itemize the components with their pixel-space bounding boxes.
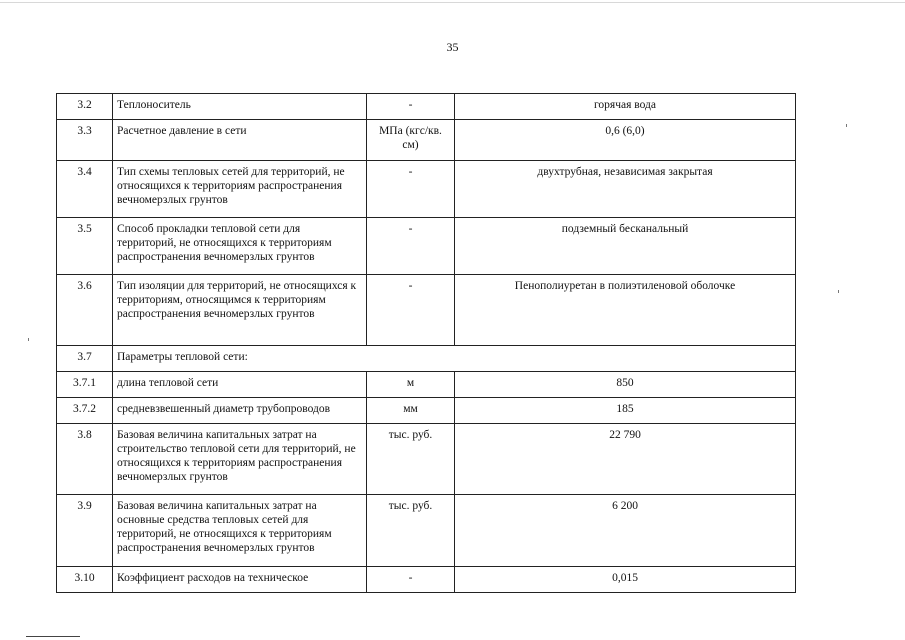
row-number: 3.7 — [57, 346, 113, 372]
row-number: 3.7.1 — [57, 372, 113, 398]
row-name: Коэффициент расходов на техническое — [113, 567, 367, 593]
row-name: Способ прокладки тепловой сети для территорий, не относящихся к территориям распространения вечномерзлых грунтов — [113, 218, 367, 275]
row-unit: м — [367, 372, 455, 398]
row-value: 6 200 — [455, 495, 796, 567]
row-unit: - — [367, 161, 455, 218]
table-row — [57, 424, 796, 495]
row-value: подземный бесканальный — [455, 218, 796, 275]
row-value: 185 — [455, 398, 796, 424]
page-number: 35 — [446, 40, 459, 54]
row-unit: мм — [367, 398, 455, 424]
table-row — [57, 567, 796, 593]
scan-bottom-mark — [26, 636, 80, 637]
row-unit: - — [367, 218, 455, 275]
row-section-title: Параметры тепловой сети: — [113, 346, 796, 372]
row-number: 3.10 — [57, 567, 113, 593]
row-name: длина тепловой сети — [113, 372, 367, 398]
table-row — [57, 94, 796, 120]
table-row — [57, 372, 796, 398]
row-name: Тип схемы тепловых сетей для территорий, не относящихся к территориям распространения вечномерзлых грунтов — [113, 161, 367, 218]
row-value: 850 — [455, 372, 796, 398]
table-row — [57, 218, 796, 275]
row-name: Базовая величина капитальных затрат на основные средства тепловых сетей для территорий, не относящихся к территориям распространения вечномерзлых грунтов — [113, 495, 367, 567]
table-row — [57, 398, 796, 424]
row-number: 3.3 — [57, 120, 113, 161]
row-name: средневзвешенный диаметр трубопроводов — [113, 398, 367, 424]
scan-speck — [838, 290, 839, 293]
parameters-table — [56, 93, 796, 593]
row-name: Тип изоляции для территорий, не относящихся к территориям, относящимся к территориям распространения вечномерзлых грунтов — [113, 275, 367, 346]
row-number: 3.6 — [57, 275, 113, 346]
row-unit: - — [367, 275, 455, 346]
scan-speck — [846, 124, 847, 127]
row-number: 3.9 — [57, 495, 113, 567]
row-value: 0,6 (6,0) — [455, 120, 796, 161]
table-row — [57, 346, 796, 372]
row-name: Базовая величина капитальных затрат на строительство тепловой сети для территорий, не относящихся к территориям распространения вечномерзлых грунтов — [113, 424, 367, 495]
table-row — [57, 495, 796, 567]
row-value: двухтрубная, независимая закрытая — [455, 161, 796, 218]
row-unit: тыс. руб. — [367, 424, 455, 495]
row-name: Расчетное давление в сети — [113, 120, 367, 161]
row-value: 0,015 — [455, 567, 796, 593]
table-row — [57, 120, 796, 161]
row-value: горячая вода — [455, 94, 796, 120]
row-number: 3.4 — [57, 161, 113, 218]
row-number: 3.5 — [57, 218, 113, 275]
row-value: Пенополиуретан в полиэтиленовой оболочке — [455, 275, 796, 346]
row-number: 3.7.2 — [57, 398, 113, 424]
row-unit: - — [367, 567, 455, 593]
row-number: 3.8 — [57, 424, 113, 495]
scan-top-edge — [0, 2, 905, 3]
row-unit: тыс. руб. — [367, 495, 455, 567]
row-unit: - — [367, 94, 455, 120]
scan-speck — [28, 338, 29, 341]
row-unit: МПа (кгс/кв. см) — [367, 120, 455, 161]
row-value: 22 790 — [455, 424, 796, 495]
table-row — [57, 275, 796, 346]
row-number: 3.2 — [57, 94, 113, 120]
table-row — [57, 161, 796, 218]
row-name: Теплоноситель — [113, 94, 367, 120]
